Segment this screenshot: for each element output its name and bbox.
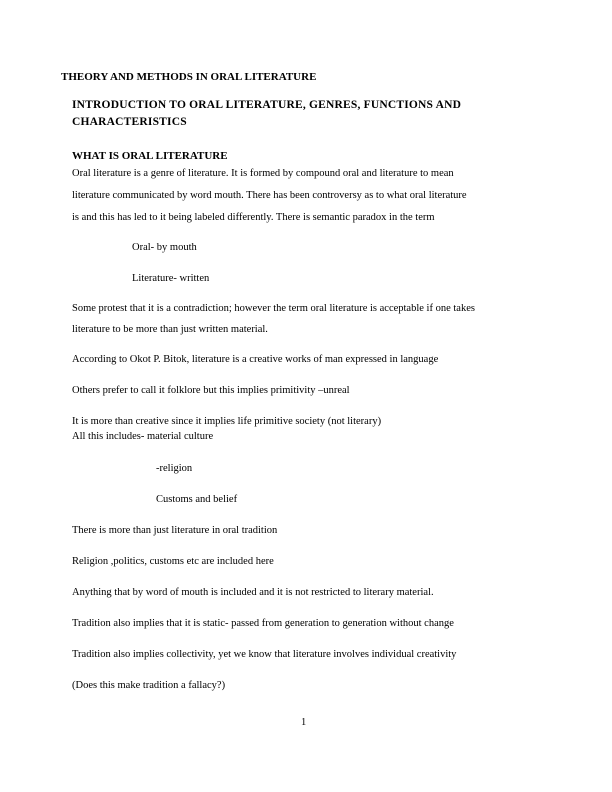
- subtitle-line-2: CHARACTERISTICS: [72, 116, 187, 128]
- intro-line-2: literature communicated by word mouth. There has been controversy as to what oral literature: [72, 190, 467, 201]
- section-heading: WHAT IS ORAL LITERATURE: [72, 150, 228, 162]
- paragraph-2: Religion ,politics, customs etc are included here: [72, 556, 274, 567]
- term-oral: Oral- by mouth: [132, 242, 197, 253]
- includes-line: All this includes- material culture: [72, 431, 214, 442]
- item-customs: Customs and belief: [156, 494, 238, 505]
- paragraph-3: Anything that by word of mouth is included and it is not restricted to literary material.: [72, 587, 434, 598]
- protest-line-1: Some protest that it is a contradiction; however the term oral literature is acceptable if one takes: [72, 303, 475, 314]
- creative-line: It is more than creative since it implies life primitive society (not literary): [72, 416, 382, 427]
- intro-line-3: is and this has led to it being labeled differently. There is semantic paradox in the term: [72, 212, 435, 223]
- okot-line: According to Okot P. Bitok, literature is a creative works of man expressed in language: [72, 354, 439, 365]
- folklore-line: Others prefer to call it folklore but this implies primitivity –unreal: [72, 385, 350, 396]
- term-literature: Literature- written: [132, 273, 210, 284]
- paragraph-4: Tradition also implies that it is static- passed from generation to generation without change: [72, 618, 454, 629]
- intro-line-1: Oral literature is a genre of literature. It is formed by compound oral and literature to mean: [72, 168, 454, 179]
- paragraph-1: There is more than just literature in oral tradition: [72, 525, 278, 536]
- paragraph-6: (Does this make tradition a fallacy?): [72, 680, 226, 691]
- protest-line-2: literature to be more than just written material.: [72, 324, 268, 335]
- item-religion: -religion: [156, 463, 193, 474]
- main-title: THEORY AND METHODS IN ORAL LITERATURE: [61, 71, 317, 83]
- paragraph-5: Tradition also implies collectivity, yet we know that literature involves individual creativity: [72, 649, 457, 660]
- subtitle-line-1: INTRODUCTION TO ORAL LITERATURE, GENRES, FUNCTIONS AND: [72, 99, 462, 111]
- page-number: 1: [301, 717, 307, 728]
